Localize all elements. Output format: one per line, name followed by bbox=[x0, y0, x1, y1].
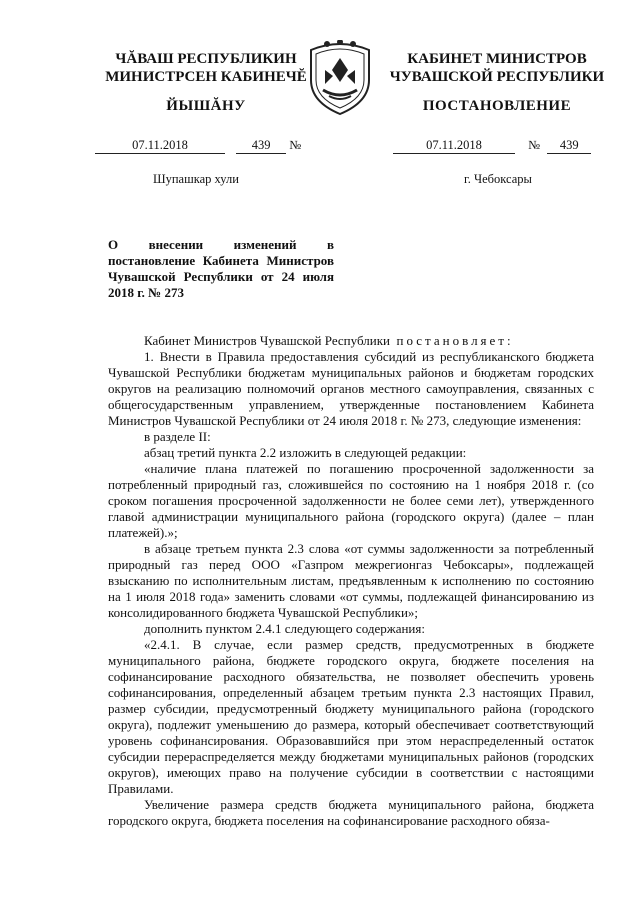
body-paragraph: в разделе II: bbox=[144, 429, 211, 444]
body-intro-decree: постановляет: bbox=[396, 333, 514, 348]
header-right-title: ПОСТАНОВЛЕНИЕ bbox=[422, 98, 572, 114]
header-left-line1: ЧĂВАШ РЕСПУБЛИКИН bbox=[115, 51, 297, 67]
body-paragraph: «2.4.1. В случае, если размер средств, предусмотренных в бюджете муниципального района, бюджете городского округа, бюджете поселения на софинансирование расходного обязательства, не позволяет обеспечить уровень софинансирования, определенный абзацем третьим пункта 2.3 настоящих Правил, размер субсидии, предусмотренный бюджету муниципального района (городского округа), подлежит уменьшению до размера, который обеспечивает соответствующий уровень софинансирования. Образовавшийся при этом нераспределенный остаток субсидии перераспределяется между бюджетами муниципальных районов (городских округов), имеющих право на получение субсидии в соответствии с настоящими Правилами. bbox=[108, 637, 594, 796]
doc-number-right bbox=[393, 138, 591, 154]
place-left: Шупашкар хули bbox=[153, 172, 239, 186]
body-paragraph: 1. Внести в Правила предоставления субсидий из республиканского бюджета Чувашской Республики бюджетам муниципальных районов и бюджетам городских округов на реализацию полномочий органов местного самоуправления, связанных с общегосударственным управлением, утвержденные постановлением Кабинета Министров Чувашской Республики от 24 июля 2018 г. № 273, следующие изменения: bbox=[108, 349, 594, 428]
doc-number-left bbox=[95, 138, 301, 154]
body-paragraph: абзац третий пункта 2.2 изложить в следующей редакции: bbox=[144, 445, 467, 460]
document-subject: О внесении изменений в постановление Кабинета Министров Чувашской Республики от 24 июля 2018 г. № 273 bbox=[108, 237, 334, 300]
doc-date-right: 07.11.2018 bbox=[393, 138, 515, 154]
document-body bbox=[108, 333, 594, 829]
place-right: г. Чебоксары bbox=[464, 172, 532, 186]
body-paragraph: дополнить пунктом 2.4.1 следующего содержания: bbox=[144, 621, 425, 636]
header-left-line2: МИНИСТРСЕН КАБИНЕЧĔ bbox=[105, 69, 307, 85]
header-right-line2: ЧУВАШСКОЙ РЕСПУБЛИКИ bbox=[389, 69, 605, 85]
body-paragraph: «наличие плана платежей по погашению просроченной задолженности за потребленный природный газ, сложившейся по состоянию на 1 ноября 2018 г. (со сроком погашения просроченной задолженности не более семи лет), утвержденного главой администрации муниципального района (городского округа) (далее – план платежей).»; bbox=[108, 461, 594, 540]
doc-num-right: 439 bbox=[547, 138, 591, 154]
header-left-title: ЙЫШĂНУ bbox=[166, 98, 246, 114]
body-intro-text: Кабинет Министров Чувашской Республики bbox=[144, 333, 390, 348]
body-intro bbox=[108, 333, 594, 349]
header-left bbox=[96, 50, 316, 86]
doc-date-left: 07.11.2018 bbox=[95, 138, 225, 154]
header-right bbox=[382, 50, 612, 86]
doc-num-sign-right: № bbox=[528, 138, 541, 152]
body-paragraph: Увеличение размера средств бюджета муниципального района, бюджета городского округа, бюджета поселения на софинансирование расходного обяза- bbox=[108, 797, 594, 828]
doc-num-left: 439 bbox=[236, 138, 286, 154]
doc-num-sign-left: № bbox=[289, 138, 302, 152]
body-paragraph: в абзаце третьем пункта 2.3 слова «от суммы задолженности за потребленный природный газ перед ООО «Газпром межрегионгаз Чебоксары», подлежащей взысканию по исполнительным листам, предъявленным к исполнению по состоянию на 1 июля 2018 года» заменить словами «от суммы, подлежащей финансированию из консолидированного бюджета Чувашской Республики»; bbox=[108, 541, 594, 620]
coat-of-arms-emblem bbox=[303, 40, 377, 116]
header-right-line1: КАБИНЕТ МИНИСТРОВ bbox=[407, 51, 587, 67]
